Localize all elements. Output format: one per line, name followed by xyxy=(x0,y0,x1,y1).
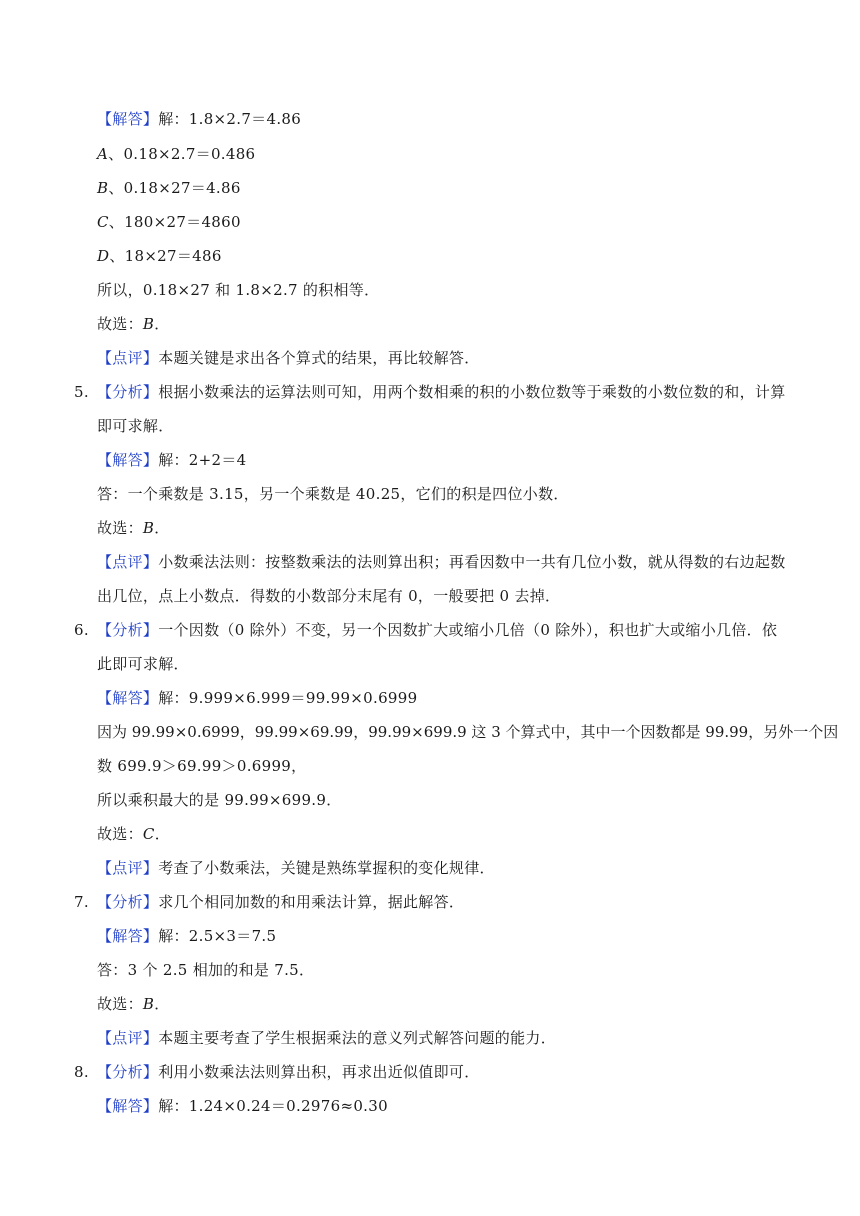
comment-tag: 【点评】 xyxy=(97,553,159,571)
q6-analysis-cont: 此即可求解． xyxy=(97,655,189,673)
answer-tag: 【解答】 xyxy=(97,1097,159,1115)
q6-answer-line xyxy=(97,688,417,708)
choice-letter: B xyxy=(142,315,155,333)
option-text: 、0.18×27＝4.86 xyxy=(108,179,241,197)
choice-prefix: 故选： xyxy=(97,315,143,333)
analysis-tag: 【分析】 xyxy=(97,383,159,401)
option-d xyxy=(97,246,222,266)
option-text: 、180×27＝4860 xyxy=(108,213,241,231)
q5-choice-line xyxy=(97,518,170,538)
answer-tag: 【解答】 xyxy=(97,927,159,945)
analysis-tag: 【分析】 xyxy=(97,1063,159,1081)
choice-line xyxy=(97,314,170,334)
q5-reply-line: 答：一个乘数是 3.15，另一个乘数是 40.25，它们的积是四位小数． xyxy=(97,485,569,503)
comment-tag: 【点评】 xyxy=(97,349,159,367)
conclusion-line: 所以，0.18×27 和 1.8×2.7 的积相等． xyxy=(97,281,380,299)
q8-analysis-line xyxy=(74,1062,480,1082)
comment-text: 本题主要考查了学生根据乘法的意义列式解答问题的能力． xyxy=(158,1029,557,1047)
q7-answer-line xyxy=(97,926,276,946)
q6-because-cont: 数 699.9＞69.99＞0.6999， xyxy=(97,757,307,775)
analysis-tag: 【分析】 xyxy=(97,621,159,639)
question-number: 7. xyxy=(74,893,89,911)
question-number: 8. xyxy=(74,1063,89,1081)
comment-text: 小数乘法法则：按整数乘法的法则算出积；再看因数中一共有几位小数，就从得数的右边起数 xyxy=(158,553,786,571)
analysis-text: 根据小数乘法的运算法则可知，用两个数相乘的积的小数位数等于乘数的小数位数的和，计算 xyxy=(158,383,786,401)
answer-tag: 【解答】 xyxy=(97,110,159,128)
choice-suffix: ． xyxy=(154,995,170,1013)
option-letter: D xyxy=(97,247,110,265)
q6-because-line: 因为 99.99×0.6999，99.99×69.99，99.99×699.9 这 3 个算式中，其中一个因数都是 99.99，另外一个因 xyxy=(97,723,839,741)
answer-text: 解：1.8×2.7＝4.86 xyxy=(158,110,302,128)
answer-tag: 【解答】 xyxy=(97,689,159,707)
option-a xyxy=(97,144,255,164)
analysis-text: 求几个相同加数的和用乘法计算，据此解答． xyxy=(158,893,465,911)
q5-comment-line xyxy=(97,552,786,572)
option-letter: B xyxy=(97,179,109,197)
option-b xyxy=(97,178,241,198)
q7-analysis-line xyxy=(74,892,464,912)
answer-tag: 【解答】 xyxy=(97,451,159,469)
q5-analysis-line xyxy=(74,382,786,402)
answer-text: 解：1.24×0.24＝0.2976≈0.30 xyxy=(158,1097,388,1115)
option-c xyxy=(97,212,241,232)
choice-prefix: 故选： xyxy=(97,995,143,1013)
q6-so-line: 所以乘积最大的是 99.99×699.9． xyxy=(97,791,342,809)
choice-suffix: ． xyxy=(154,315,170,333)
choice-letter: C xyxy=(142,825,155,843)
comment-line xyxy=(97,348,480,368)
q5-analysis-cont: 即可求解． xyxy=(97,417,174,435)
answer-text: 解：2.5×3＝7.5 xyxy=(158,927,277,945)
answer-line xyxy=(97,109,301,129)
q6-comment-line xyxy=(97,858,495,878)
choice-suffix: ． xyxy=(154,825,170,843)
analysis-tag: 【分析】 xyxy=(97,893,159,911)
choice-suffix: ． xyxy=(154,519,170,537)
question-number: 6. xyxy=(74,621,89,639)
q6-analysis-line xyxy=(74,620,777,640)
analysis-text: 利用小数乘法法则算出积，再求出近似值即可． xyxy=(158,1063,480,1081)
analysis-text: 一个因数（0 除外）不变，另一个因数扩大或缩小几倍（0 除外），积也扩大或缩小几倍．依 xyxy=(158,621,778,639)
q5-answer-line xyxy=(97,450,247,470)
question-number: 5. xyxy=(74,383,89,401)
choice-prefix: 故选： xyxy=(97,519,143,537)
q7-comment-line xyxy=(97,1028,556,1048)
comment-tag: 【点评】 xyxy=(97,859,159,877)
q6-choice-line xyxy=(97,824,170,844)
option-letter: A xyxy=(97,145,109,163)
choice-letter: B xyxy=(142,519,155,537)
choice-prefix: 故选： xyxy=(97,825,143,843)
comment-text: 本题关键是求出各个算式的结果，再比较解答． xyxy=(158,349,480,367)
answer-text: 解：2+2＝4 xyxy=(158,451,247,469)
comment-text: 考查了小数乘法，关键是熟练掌握积的变化规律． xyxy=(158,859,495,877)
comment-tag: 【点评】 xyxy=(97,1029,159,1047)
q5-comment-cont: 出几位，点上小数点．得数的小数部分末尾有 0，一般要把 0 去掉． xyxy=(97,587,561,605)
option-letter: C xyxy=(97,213,109,231)
option-text: 、0.18×2.7＝0.486 xyxy=(108,145,256,163)
q7-choice-line xyxy=(97,994,170,1014)
q7-reply-line: 答：3 个 2.5 相加的和是 7.5． xyxy=(97,961,315,979)
answer-text: 解：9.999×6.999＝99.99×0.6999 xyxy=(158,689,418,707)
option-text: 、18×27＝486 xyxy=(109,247,222,265)
choice-letter: B xyxy=(142,995,155,1013)
q8-answer-line xyxy=(97,1096,388,1116)
